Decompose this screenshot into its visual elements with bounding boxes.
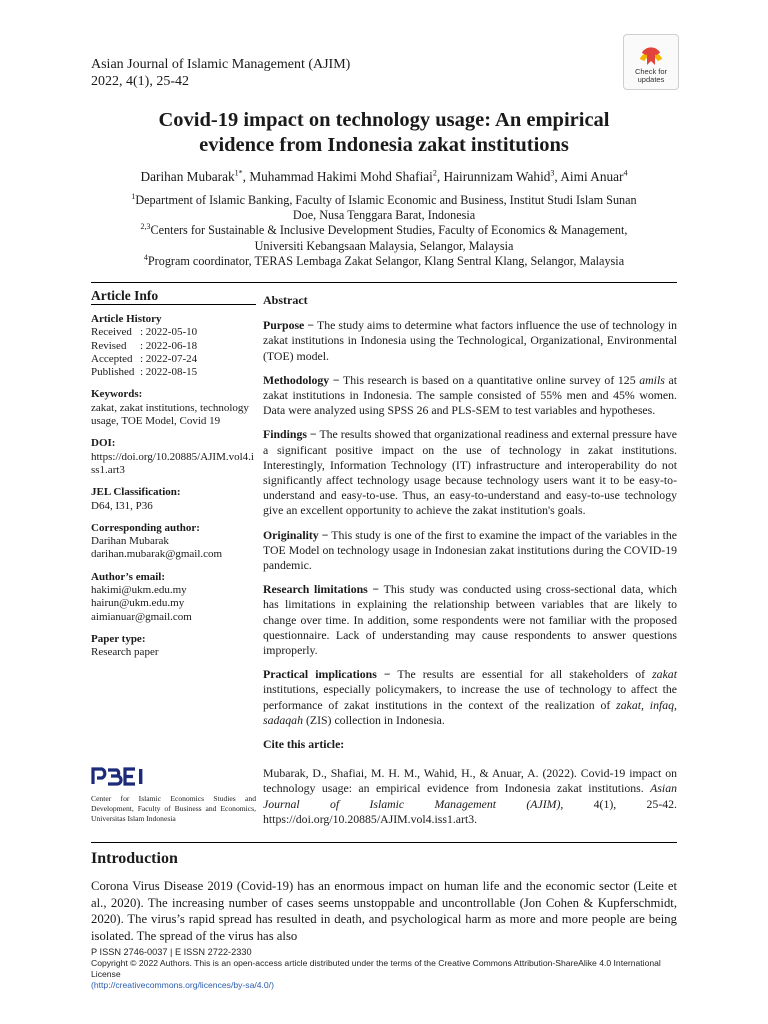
author-sup: 4 [623,168,628,178]
abstract-methodology: Methodology − This research is based on a quantitative online survey of 125 amils at zakat institutions in Indonesia. The sample consisted of 55% men and 45% women. Data were analyzed using SPSS 26 and PLS-SEM to test variables and hypotheses. [263,372,678,418]
author-name: Aimi Anuar [560,169,624,184]
abstract-findings: Findings − The results showed that organizational readiness and external pressure have a significant positive impact on the use of technology in zakat institutions. Interestingly, Information Technology (IT) infrastructure and interoperability do not significantly affect technology usage because technology users want it to be easy-to-understand and easy-to-use. Thus, an easy-to-understand and easy-to-use technology give an excellent opportunity to achieve the zakat institution's goals. [263,427,677,518]
corresponding-name: Darihan Mubarak [91,535,169,548]
cite-heading: Cite this article: [263,737,345,752]
affiliation-1: $^1$Department of Islamic Banking, Faculty of Islamic Economic and Business, Institut Studi Islam Sunan [131,191,637,207]
doi-label: DOI: [91,437,116,450]
introduction-heading: Introduction [91,850,178,867]
license-link[interactable]: (http://creativecommons.org/licences/by-sa/4.0/) [91,980,274,990]
history-row: Accepted : 2022-07-24 [91,352,198,365]
affiliation-2-line2: Universiti Kebangsaan Malaysia, Selangor, Malaysia [254,238,514,253]
author-sup: 1* [234,168,243,178]
badge-line1: Check for [634,67,668,76]
article-history [91,313,256,379]
keywords-label: Keywords: [91,388,143,401]
check-for-updates-badge[interactable] [623,34,679,90]
jel-label: JEL Classification: [91,486,181,499]
journal-header [91,56,350,90]
history-row: Received : 2022-05-10 [91,326,198,339]
paper-type: Research paper [91,646,159,659]
corresponding-block [91,522,256,562]
copyright: Copyright © 2022 Authors. This is an open-access article distributed under the terms of the Creative Commons Attribution-ShareAlike 4.0 International License [91,958,661,979]
paper-type-label: Paper type: [91,632,146,645]
affiliations [80,193,688,269]
corresponding-email[interactable]: darihan.mubarak@gmail.com [91,548,223,561]
keywords-block [91,388,256,428]
citation: Mubarak, D., Shafiai, M. H. M., Wahid, H., & Anuar, A. (2022). Covid-19 impact on technology usage: an empirical evidence from Indonesia zakat institutions. Asian Journal of Islamic Management (AJIM), 4(1), 25-42. https://doi.org/10.20885/AJIM.vol4.iss1.art3. [263,766,678,826]
doi-link[interactable]: https://doi.org/10.20885/AJIM.vol4.iss1.art3 [91,450,254,476]
abstract-implications: Practical implications − The results are essential for all stakeholders of zakat institutions, especially policymakers, to increase the use of technology to affect the performance of zakat institutions in the context of the realization of zakat, infaq, sadaqah (ZIS) collection in Indonesia. [263,667,678,727]
check-updates-icon [638,40,664,66]
author-name: Muhammad Hakimi Mohd Shafiai [249,169,433,184]
author-email[interactable]: hakimi@ukm.edu.my [91,584,187,597]
author-name: Hairunnizam Wahid [443,169,551,184]
author-email[interactable]: aimianuar@gmail.com [91,610,192,623]
abstract-heading: Abstract [263,293,308,307]
corresponding-label: Corresponding author: [91,521,200,534]
title-line2: evidence from Indonesia zakat institutions [199,134,569,156]
author-sup: 3 [550,168,555,178]
history-row: Revised : 2022-06-18 [91,339,198,352]
issn: P ISSN 2746-0037 | E ISSN 2722-2330 [91,947,252,957]
center-logo-block [91,766,256,824]
top-rule [91,282,677,283]
history-label: Article History [91,313,162,325]
bottom-rule [91,842,677,843]
paper-title [60,108,708,158]
history-row: Published : 2022-08-15 [91,366,198,379]
abstract-purpose: Purpose − The study aims to determine what factors influence the use of technology in zakat institutions in Indonesia using the Technological, Organizational, Environmental (TOE) model. [263,318,677,363]
page-footer [91,947,691,991]
keywords: zakat, zakat institutions, technology usage, TOE Model, Covid 19 [91,401,249,428]
author-emails-label: Author’s email: [91,570,166,583]
article-info-heading: Article Info [91,288,159,303]
journal-name: Asian Journal of Islamic Management (AJIM) [91,57,351,72]
affiliation-1-line2: Doe, Nusa Tenggara Barat, Indonesia [292,208,476,223]
affiliation-2: $^{2,3}$Centers for Sustainable & Inclusive Development Studies, Faculty of Economics & Management, [140,222,628,238]
title-line1: Covid-19 impact on technology usage: An empirical [158,109,610,131]
badge-line2: updates [637,75,665,84]
author-name: Darihan Mubarak [140,169,235,184]
affiliation-3: $^4$Program coordinator, TERAS Lembaga Zakat Selangor, Klang Sentral Klang, Selangor, Malaysia [143,252,625,268]
journal-issue: 2022, 4(1), 25-42 [91,74,189,89]
abstract-originality: Originality − This study is one of the first to examine the impact of the variables in the TOE Model on technology usage in Indonesian zakat institutions during the COVID-19 pandemic. [263,527,677,573]
abstract-column [263,293,677,836]
introduction-text: Corona Virus Disease 2019 (Covid-19) has an enormous impact on human life and the economic sector (Leite et al., 2020). The increasing number of cases seems unstoppable and uncontrollable (Jon Cohen & Kupferschmidt, 2020). The virus’s rapid spread has resulted in death, and psychological harm as more and more people are being isolated. The spread of the virus has also [91,879,677,943]
author-emails-block [91,571,256,624]
p3ei-logo [91,766,151,786]
paper-type-block [91,633,256,660]
jel-block [91,486,256,513]
doi-block [91,437,256,477]
center-description: Center for Islamic Economics Studies and Development, Faculty of Business and Economics, Universitas Islam Indonesia [91,794,256,823]
author-email[interactable]: hairun@ukm.edu.my [91,597,185,610]
article-info-column [91,288,256,669]
jel-codes: D64, I31, P36 [91,499,153,512]
author-sup: 2 [432,168,437,178]
author-list: Darihan Mubarak$^{1*}$, Muhammad Hakimi Mohd Shafiai$^2$, Hairunnizam Wahid$^3$, Aimi Anuar$^4$ [140,168,628,184]
abstract-limitations: Research limitations − This study was conducted using cross-sectional data, which has limitations in explaining the relationship between variables that are likely to change over time. In addition, some respondents were not familiar with the proposed questionnaire. Lack of understanding may cause respondents to answer questions improperly. [263,582,677,658]
